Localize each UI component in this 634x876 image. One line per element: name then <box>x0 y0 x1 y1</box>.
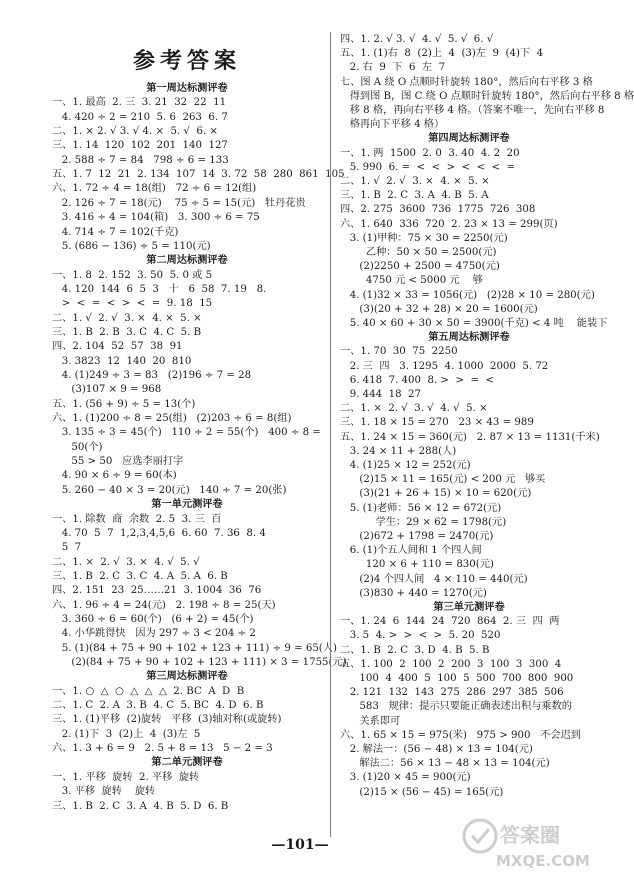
answer-line: 二、1. × 2. √ 3. × 4. √ 5. √ <box>52 556 200 568</box>
answer-line: 一、1. 8 2. 152 3. 50 5. 0 或 5 <box>52 269 213 281</box>
answer-line: 50(个) <box>52 441 103 453</box>
answer-line: 格再向下平移 4 格） <box>340 119 445 131</box>
answer-line: 4. 小华跳得快 因为 297 ÷ 3 < 204 ÷ 2 <box>52 628 256 640</box>
answer-line: 七、图 A 绕 O 点顺时针旋转 180°，然后向右平移 3 格 <box>340 76 593 88</box>
answer-line: 3. 平移 旋转 旋转 <box>52 786 156 798</box>
answer-line: (3)107 × 9 = 968 <box>52 384 162 396</box>
section-heading: 第一周达标测评卷 <box>146 82 228 94</box>
answer-line: 3. 416 ÷ 4 = 104(箱) 3. 300 ÷ 6 = 75 <box>52 212 260 224</box>
answer-line: (3)(20 + 32 + 28) × 20 = 1600(元) <box>340 303 538 315</box>
answer-line: 3. (1)20 × 45 = 900(元) <box>340 772 471 784</box>
answer-line: 六、1. 640 336 720 2. 23 × 13 = 299(页) <box>340 218 558 230</box>
section-heading: 第二单元测评卷 <box>151 756 223 769</box>
answer-line: 二、1. × 2. √ 3. √ 4. √ 5. × <box>340 403 488 415</box>
answer-line: 2. 右 9 下 6 左 7 <box>340 62 446 74</box>
answer-line: 5. (686 − 136) ÷ 5 = 110(元) <box>52 240 211 252</box>
answer-line: 三、1. (1)平移 (2)旋转 平移 (3)轴对称(或旋转) <box>52 714 282 726</box>
answer-line: 五、1. (56 + 9) ÷ 5 = 13(个) <box>52 398 196 410</box>
answer-line: (2)2250 + 2500 = 4750(元) <box>340 261 500 273</box>
answer-line: 一、1. ○ △ ○ △ △ △ 2. BC A D B <box>52 685 245 697</box>
answer-line: 4750 元 < 5000 元 够 <box>340 275 483 287</box>
answer-line: 五、1. 100 2 100 2 200 3 100 3 300 4 <box>340 658 562 670</box>
answer-line: 2. 121 132 143 275 286 297 385 506 <box>340 687 564 699</box>
answer-line: (2)15 × (56 − 45) = 165(元) <box>340 786 504 798</box>
answer-line: 一、1. 两 1500 2. 0 3. 40 4. 2 20 <box>340 147 520 159</box>
section-heading: 第二周达标测评卷 <box>146 254 228 267</box>
svg-text:答案圈: 答案圈 <box>500 823 560 847</box>
answer-line: 4. 420 ÷ 2 = 210 5. 6 263 6. 7 <box>52 111 228 123</box>
answer-line: 六、1. 96 ÷ 4 = 24(元) 2. 198 ÷ 8 = 25(天) <box>52 599 276 611</box>
answer-line: (2)(84 + 75 + 90 + 102 + 123 + 111) × 3 = 1755(元) <box>52 657 347 668</box>
answer-line: (2)672 + 1798 = 2470(元) <box>340 531 494 542</box>
section-heading: 第一单元测评卷 <box>151 498 223 511</box>
answer-line: 3. 135 ÷ 3 = 45(个) 110 ÷ 2 = 55(个) 400 ÷ 8 = <box>52 427 321 439</box>
answer-line: 乙种：50 × 50 = 2500(元) <box>340 247 497 258</box>
answer-line: 5. (1)老师：56 × 12 = 672(元) <box>340 502 502 514</box>
answer-line: 二、1. B 2. C 3. D 4. B 5. B <box>340 644 490 656</box>
watermark-logo <box>456 812 596 872</box>
answer-line: 一、1. 70 30 75 2250 <box>340 346 458 358</box>
answer-line: 4. (1)249 ÷ 3 = 83 (2)196 ÷ 7 = 28 <box>52 370 252 381</box>
section-heading: 第三周达标测评卷 <box>146 670 228 683</box>
answer-line: 2. 126 ÷ 7 = 18(元) 75 ÷ 5 = 15(元) 牡丹花贵 <box>52 197 306 209</box>
answer-line: 120 × 6 + 110 = 830(元) <box>340 559 494 571</box>
answer-line: (3)830 + 440 = 1270(元) <box>340 587 487 599</box>
answer-line: 4. (1)25 × 12 = 252(元) <box>340 460 471 471</box>
answer-line: 二、1. × 2. √ 3. √ 4. × 5. √ 6. × <box>52 126 218 138</box>
answer-line: 2. (1)下 3 (2)上 4 (3)左 5 <box>52 728 201 740</box>
answer-line: 六、1. 65 × 15 = 975(米) 975 > 900 不会迟到 <box>340 729 581 741</box>
answer-line: 解法二：56 × 13 − 48 × 13 = 104(元) <box>340 758 550 770</box>
answer-line: (2)15 × 11 = 165(元) < 200 元 够买 <box>340 474 546 486</box>
answer-line: 得到图 B，图 C 绕 O 点顺时针旋转 180°，然后向右平移 8 格 <box>340 90 634 102</box>
answer-line: 3. 5 4. > > < > 5. 20 520 <box>340 630 501 642</box>
answer-line: 四、2. 275 3600 736 1775 726 308 <box>340 204 536 216</box>
answer-line: 55 > 50 应选李丽打字 <box>52 456 184 468</box>
answer-line: 6. 418 7. 400 8. > > = < <box>340 374 495 386</box>
answer-line: 二、1. C 2. A 3. B 4. C 5. BC 4. D 6. B <box>52 700 264 712</box>
answer-line: 五、1. 24 × 15 = 360(元) 2. 87 × 13 = 1131(千米) <box>340 431 600 443</box>
section-heading: 第五周达标测评卷 <box>428 331 510 344</box>
answer-line: 3. 24 × 11 + 288(人) <box>340 445 457 457</box>
answer-line: 4. 90 × 6 ÷ 9 = 60(本) <box>52 470 177 482</box>
answer-line: 三、1. 14 120 102 201 140 127 <box>52 140 228 152</box>
answer-line: 二、1. √ 2. √ 3. × 4. × 5. × <box>52 312 202 324</box>
answer-line: 5 7 <box>52 542 82 554</box>
answer-line: 3. 360 ÷ 6 = 60(个) (6 + 2) = 45(个) <box>52 613 254 625</box>
section-heading: 第三单元测评卷 <box>433 601 505 613</box>
answer-line: 一、1. 平移 旋转 2. 平移 旋转 <box>52 771 200 783</box>
answer-line: 六、1. (1)200 ÷ 8 = 25(组) (2)203 ÷ 6 = 8(组) <box>52 413 292 425</box>
answer-line: 4. (1)32 × 33 = 1056(元) (2)28 × 10 = 280(元) <box>340 289 595 301</box>
answer-line: (2)4 个四人间 4 × 110 = 440(元) <box>340 573 528 585</box>
answer-line: 四、2. 104 52 57 38 91 <box>52 341 183 353</box>
answer-line: 100 4 400 5 100 5 500 700 800 900 <box>340 673 574 684</box>
answer-line: 六、1. 3 + 6 = 9 2. 5 + 8 = 13 5 − 2 = 3 <box>52 743 273 755</box>
answer-line: 9. 444 18 27 <box>340 389 421 400</box>
answer-line: 5. 260 − 40 × 3 = 20(元) 140 ÷ 7 = 20(张) <box>52 484 287 496</box>
answer-line: 移 8 格，再向右平移 4 格。（答案不唯一，先向右平移 8 <box>340 105 605 116</box>
answer-line: 3. 3823 12 140 20 810 <box>52 355 192 367</box>
answer-line: 四、2. 151 23 25……21 3. 1004 36 76 <box>52 585 262 597</box>
answer-line: 三、1. B 2. C 3. C 4. A 5. A 6. B <box>52 570 228 582</box>
svg-text:MXQE.COM: MXQE.COM <box>496 852 590 870</box>
answer-line: 6. (1)个五人间和 1 个四人间 <box>340 545 482 557</box>
answer-line: 2. 解法一：(56 − 48) × 13 = 104(元) <box>340 744 533 755</box>
answer-line: 五、1. (1)右 8 (2)上 4 (3)左 9 (4)下 4 <box>340 48 544 60</box>
answer-line: 583 规律：提示只要能正确表述出积与乘数的 <box>340 701 572 713</box>
answer-line: 5. (1)(84 + 75 + 90 + 102 + 123 + 111) ÷ 9 = 65(人) <box>52 642 337 654</box>
answer-line: > < = < > < = 9. 18 15 <box>52 298 213 310</box>
answer-line: 四、1. 2. √ 3. √ 4. √ 5. √ 6. √ <box>340 34 494 45</box>
answer-line: 4. 70 5 7 1,2,3,4,5,6 6. 60 7. 36 8. 4 <box>52 527 266 539</box>
answer-line: 三、1. 18 × 15 = 270 23 × 43 = 989 <box>340 417 534 429</box>
answer-line: 关系即可 <box>340 715 401 727</box>
answer-line: 5. 990 6. = < < > < < < = <box>340 161 516 173</box>
answer-line: 三、1. B 2. C 3. A 4. B 5. A <box>340 190 489 202</box>
answer-line: 2. 三 四 3. 1295 4. 1000 2000 5. 72 <box>340 360 549 372</box>
answer-line: 二、1. √ 2. √ 3. × 4. × 5. × <box>340 176 490 187</box>
answer-line: (3)(21 + 26 + 15) × 10 = 620(元) <box>340 488 532 500</box>
answer-line: 三、1. B 2. C 3. A 4. B 5. D 6. B <box>52 800 229 812</box>
answer-line: 2. 588 ÷ 7 = 84 798 ÷ 6 = 133 <box>52 154 229 166</box>
answer-line: 5. 40 × 60 + 30 × 50 = 3900(千克) < 4 吨 能装下 <box>340 318 608 329</box>
answer-line: 一、1. 24 6 144 24 720 864 2. 三 四 两 <box>340 616 560 628</box>
answer-line: 六、1. 72 ÷ 4 = 18(组) 72 ÷ 6 = 12(组) <box>52 183 257 195</box>
column-divider <box>330 32 331 837</box>
section-heading: 第四周达标测评卷 <box>428 132 510 145</box>
answer-line: 五、1. 7 12 21 2. 134 107 14 3. 72 58 280 861 105 <box>52 169 345 181</box>
answer-line: 3. (1)甲种：75 × 30 = 2250(元) <box>340 232 508 244</box>
answer-line: 三、1. B 2. B 3. C 4. C 5. B <box>52 326 202 338</box>
answer-line: 一、1. 最高 2. 三 3. 21 32 22 11 <box>52 97 227 109</box>
page-number: —101— <box>271 837 329 853</box>
answer-line: 一、1. 除数 商 余数 2. 5 3. 三 百 <box>52 513 222 525</box>
answer-line: 4. 120 144 6 5 3 十 6 58 7. 19 8. <box>52 283 267 295</box>
answer-line: 学生：29 × 62 = 1798(元) <box>340 516 507 528</box>
page-title: 参考答案 <box>132 48 241 74</box>
answer-line: 4. 714 ÷ 7 = 102(千克) <box>52 226 179 238</box>
